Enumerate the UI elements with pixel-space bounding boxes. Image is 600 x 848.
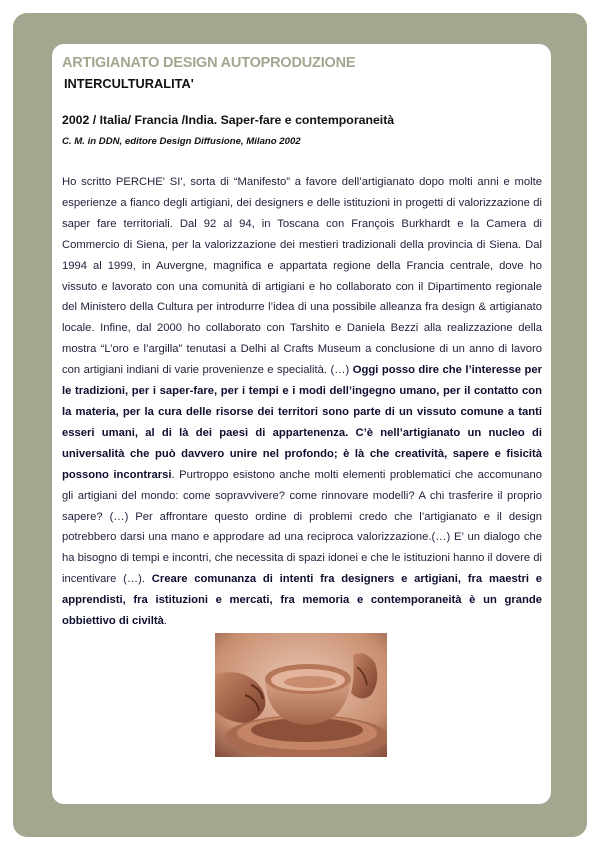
section-kicker: ARTIGIANATO DESIGN AUTOPRODUZIONE: [62, 55, 356, 71]
section-subkicker: INTERCULTURALITA': [64, 76, 194, 91]
article-title: 2002 / Italia/ Francia /India. Saper-fare e contemporaneità: [62, 113, 395, 127]
pottery-wheel-photo: [215, 633, 387, 757]
body-run-bold: Creare comunanza di intenti fra designers e artigiani, fra maestri e apprendisti, fra istituzioni e mercati, fra memoria e contemporaneità è un grande obbiettivo di civiltà: [62, 573, 542, 628]
article-credit: C. M. in DDN, editore Design Diffusione, Milano 2002: [62, 136, 301, 147]
body-run: .: [163, 615, 168, 628]
body-run-bold: Oggi posso dire che l’interesse per le tradizioni, per i saper-fare, per i tempi e i modi dell’ingegno umano, per il contatto con la materia, per la cura delle risorse dei territori sono parte di un vissuto comune a tanti esseri umani, al di là dei paesi di appartenenza. C’è nell’artigianato un nucleo di universalità che può davvero unire nel profondo; è là che creatività, sapere e fisicità possono incontrarsi: [62, 364, 543, 481]
body-run: Ho scritto PERCHE' SI', sorta di “Manifesto” a favore dell’artigianato dopo molti anni e molte esperienze a fianco degli artigiani, dei designers e delle istituzioni in progetti di valorizzazione di saper fare territoriali. Dal 92 al 94, in Toscana con François Burkhardt e la Camera di Commercio di Siena, per la valorizzazione dei mestieri tradizionali della provincia di Siena. Dal 1994 al 1999, in Auvergne, magnifica e appartata regione della Francia centrale, dove ho vissuto e lavorato con una comunità di artigiani e ho collaborato con il Dipartimento regionale del Ministero della Cultura per introdurre l’idea di una possibile alleanza fra design & artigianato locale. Infine, dal 2000 ho collaborato con Tarshito e Daniela Bezzi alla realizzazione della mostra “L’oro e l’argilla” tenutasi a Delhi al Crafts Museum a conclusione di un anno di lavoro con artigiani indiani di varie provenienze e specialità. (…): [62, 176, 542, 377]
article-body: [62, 172, 542, 632]
body-run: . Purtroppo esistono anche molti elementi problematici che accomunano gli artigiani del mondo: come sopravvivere? come rinnovare modelli? A chi trasferire il proprio sapere? (…) Per affrontare questo ordine di problemi credo che l’artigianato e il design potrebbero darsi una mano e approdare ad una reciproca valorizzazione.(…) E’ un dialogo che ha bisogno di tempi e incontri, che necessita di spazi idonei e che le istituzioni hanno il dovere di incentivare (…).: [62, 468, 543, 586]
